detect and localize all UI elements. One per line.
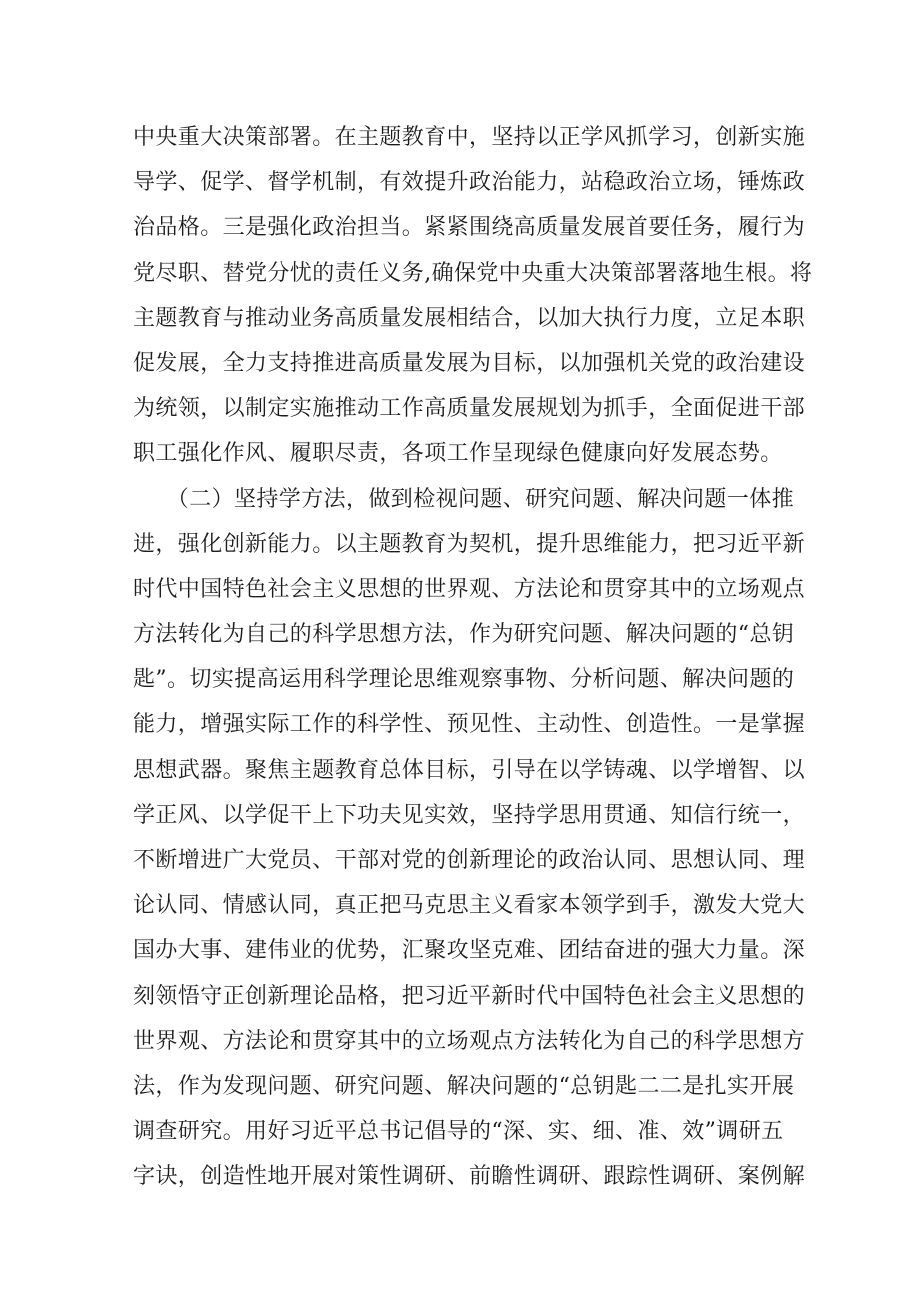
text-line: 方法转化为自己的科学思想方法，作为研究问题、解决问题的“总钥 [133, 622, 795, 648]
text-line: 促发展，全力支持推进高质量发展为目标，以加强机关党的政治建设 [133, 350, 806, 376]
text-line: 法，作为发现问题、研究问题、解决问题的“总钥匙二二是扎实开展 [133, 1073, 795, 1099]
text-line: 国办大事、建伟业的优势，汇聚攻坚克难、团结奋进的强大力量。深 [133, 938, 806, 964]
text-line: 职工强化作风、履职尽责，各项工作呈现绿色健康向好发展态势。 [133, 441, 783, 467]
text-line: 导学、促学、督学机制，有效提升政治能力，站稳政治立场，锤炼政 [133, 170, 806, 196]
text-line: 党尽职、替党分忧的责任义务,确保党中央重大决策部署落地生根。将 [133, 260, 813, 286]
document-body [133, 115, 813, 1200]
text-line: 论认同、情感认同，真正把马克思主义看家本领学到手，激发大党大 [133, 893, 806, 919]
text-line: 调查研究。用好习近平总书记倡导的“深、实、细、准、效”调研五 [133, 1119, 784, 1145]
text-line: 不断增进广大党员、干部对党的创新理论的政治认同、思想认同、理 [133, 848, 806, 873]
text-line: 学正风、以学促干上下功夫见实效，坚持学思用贯通、知信行统一， [133, 802, 806, 828]
text-line: 进，强化创新能力。以主题教育为契机，提升思维能力，把习近平新 [133, 531, 806, 557]
text-line: 治品格。三是强化政治担当。紧紧围绕高质量发展首要任务，履行为 [133, 215, 806, 241]
section-heading-line: （二）坚持学方法，做到检视问题、研究问题、解决问题一体推 [133, 486, 795, 512]
text-line: 中央重大决策部署。在主题教育中，坚持以正学风抓学习，创新实施 [133, 125, 806, 150]
text-line: 主题教育与推动业务高质量发展相结合，以加大执行力度，立足本职 [133, 305, 806, 331]
text-line: 世界观、方法论和贯穿其中的立场观点方法转化为自己的科学思想方 [133, 1028, 806, 1054]
text-line: 字诀，创造性地开展对策性调研、前瞻性调研、跟踪性调研、案例解 [133, 1164, 806, 1190]
text-line: 匙”。切实提高运用科学理论思维观察事物、分析问题、解决问题的 [133, 667, 795, 693]
text-line: 时代中国特色社会主义思想的世界观、方法论和贯穿其中的立场观点 [133, 576, 806, 602]
text-line: 能力，增强实际工作的科学性、预见性、主动性、创造性。一是掌握 [133, 712, 806, 738]
text-line: 刻领悟守正创新理论品格，把习近平新时代中国特色社会主义思想的 [133, 983, 806, 1009]
text-line: 思想武器。聚焦主题教育总体目标，引导在以学铸魂、以学增智、以 [133, 757, 806, 783]
text-line: 为统领，以制定实施推动工作高质量发展规划为抓手，全面促进干部 [133, 396, 806, 422]
